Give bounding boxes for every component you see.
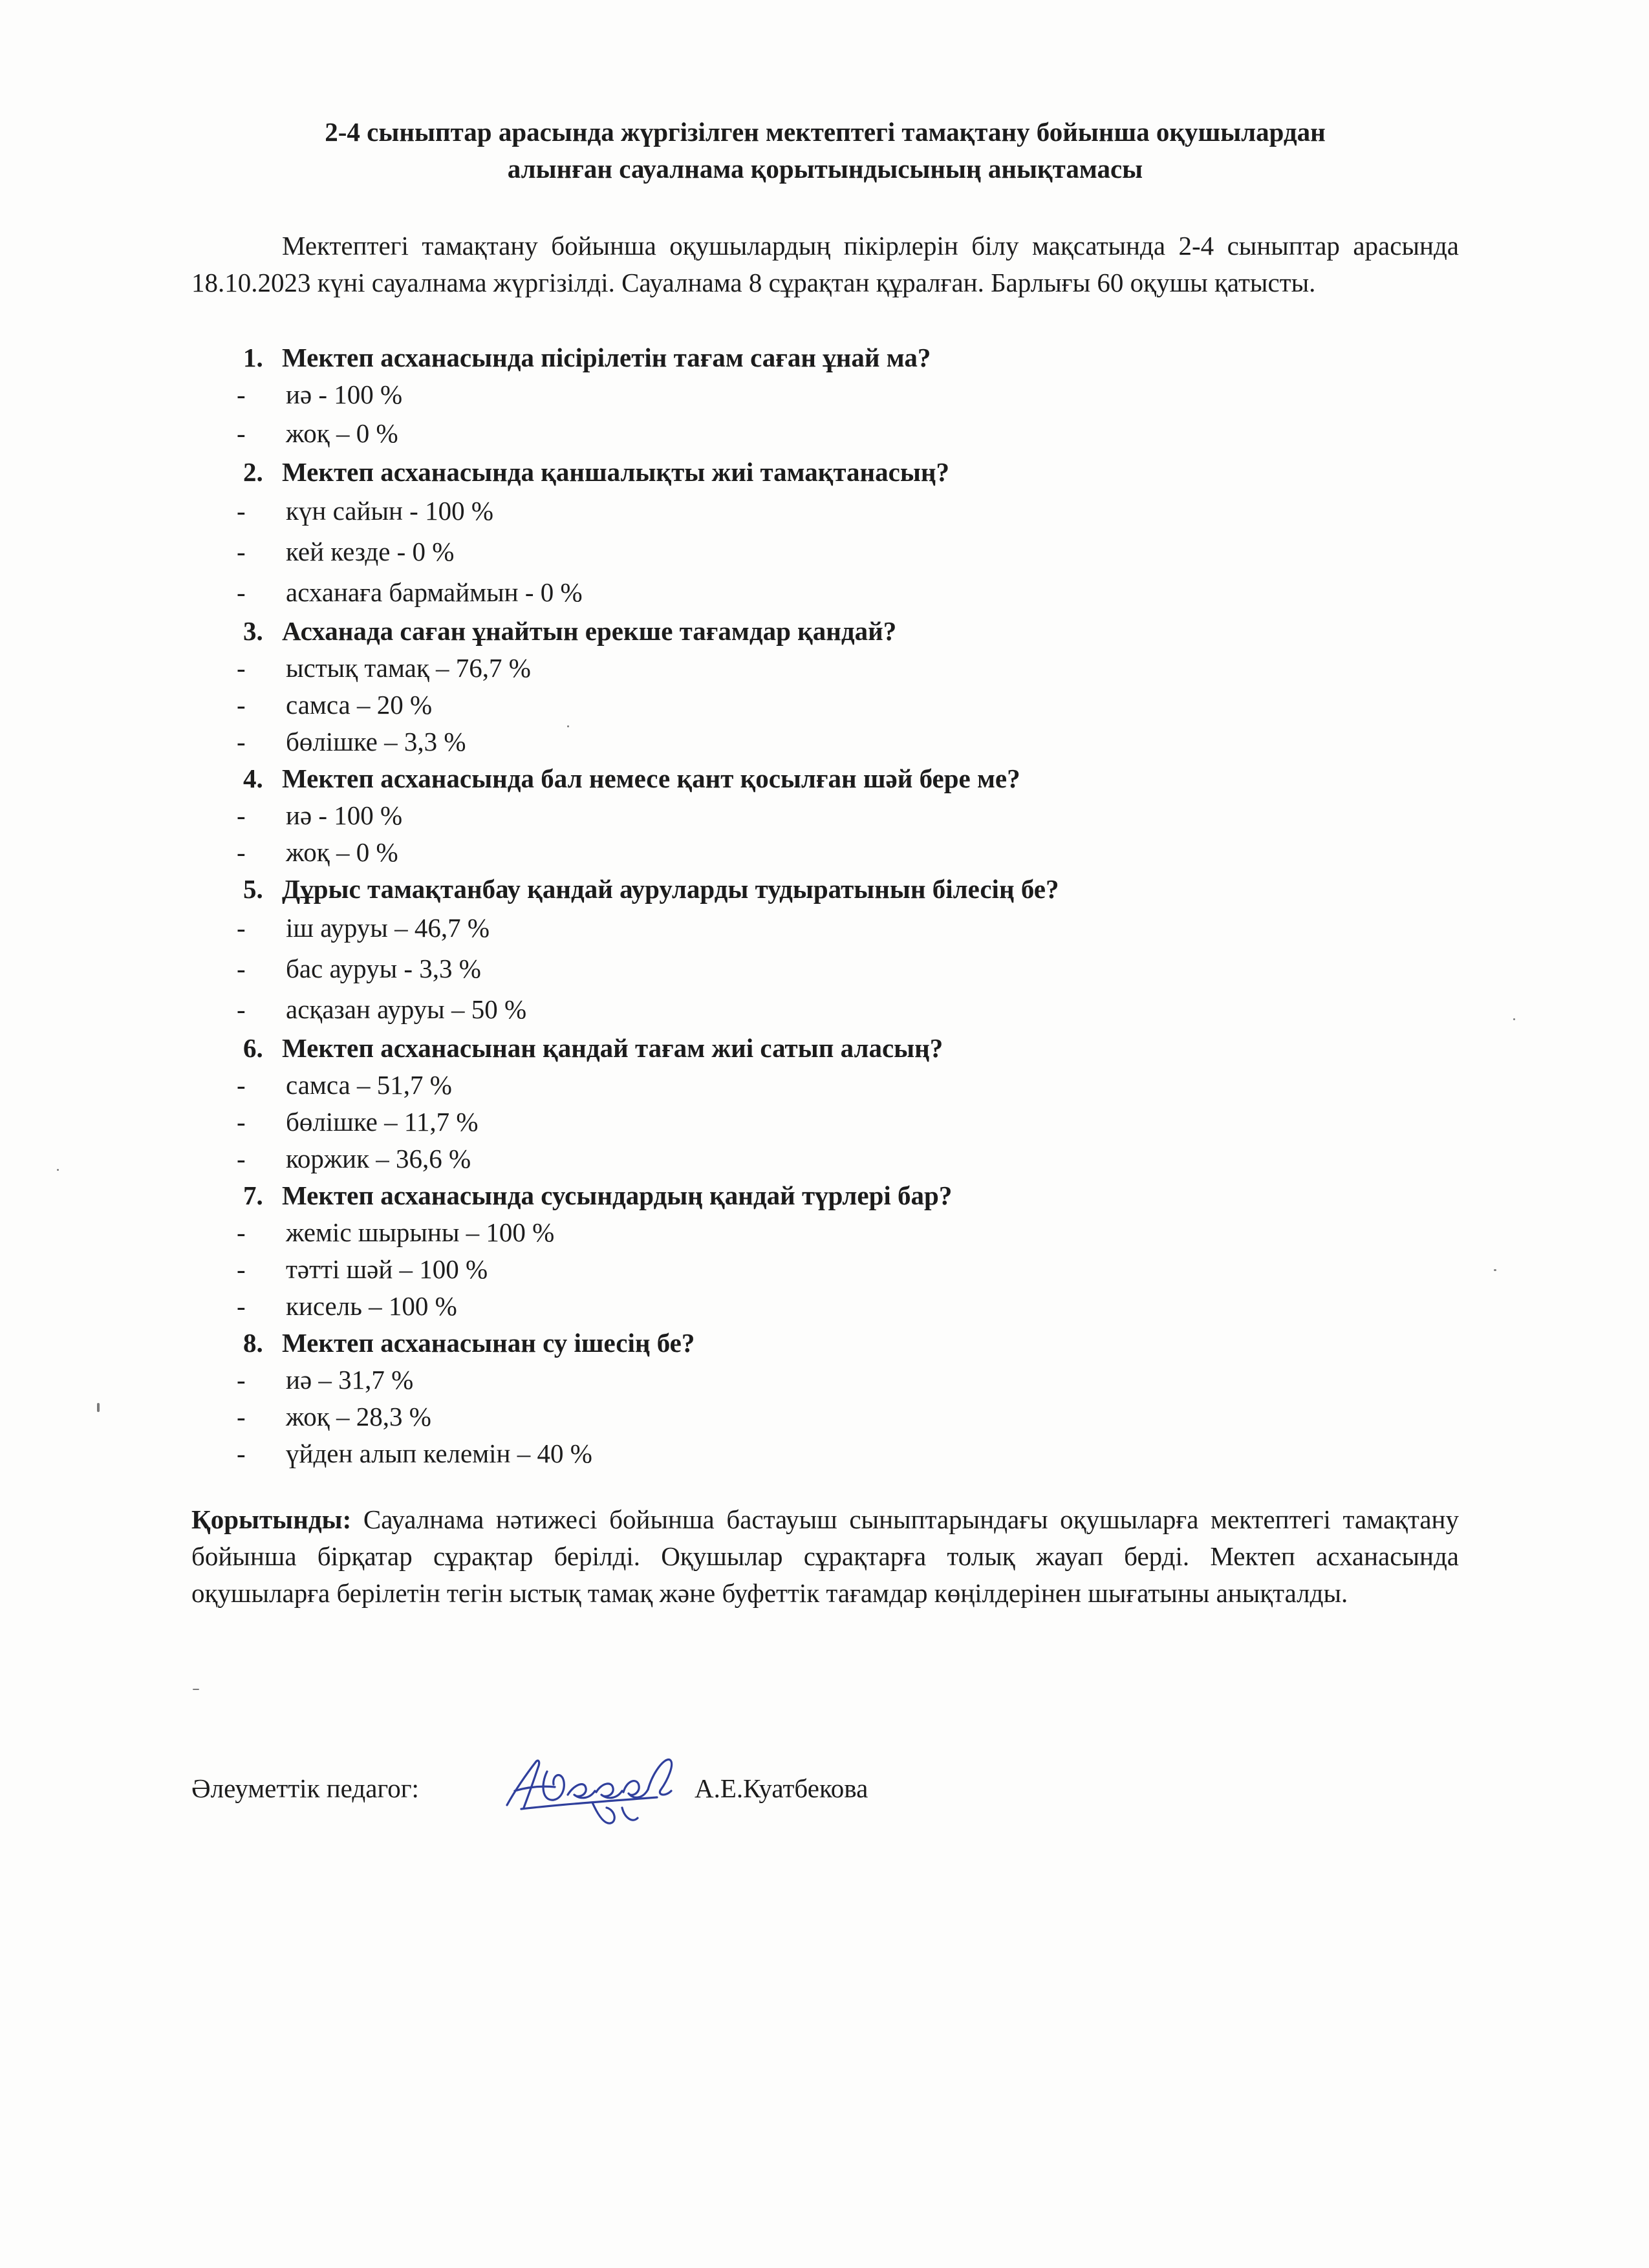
answer-dash: -	[237, 496, 246, 526]
answer-dash: -	[237, 1107, 246, 1137]
question-number-label: 8.	[243, 1328, 263, 1358]
title-line-2: алынған сауалнама қорытындысының анықтамасы	[507, 154, 1143, 184]
answer-dash: -	[237, 913, 246, 943]
answer-dash: -	[237, 653, 246, 683]
title-line-1: 2-4 сыныптар арасында жүргізілген мектептегі тамақтану бойынша оқушылардан	[325, 117, 1326, 147]
question-number-label: 3.	[243, 616, 263, 646]
answer-text: үйден алып келемін – 40 %	[286, 1439, 592, 1468]
answer-dash: -	[237, 727, 246, 756]
question-4	[191, 760, 1459, 797]
answer-dash: -	[237, 577, 246, 607]
survey-list	[191, 339, 1459, 1472]
answer-item	[191, 908, 1459, 948]
answer-dash: -	[237, 1070, 246, 1100]
answer-text: асқазан ауруы – 50 %	[286, 994, 527, 1024]
answer-item	[191, 1251, 1459, 1288]
answer-item	[191, 1435, 1459, 1472]
answer-item	[191, 723, 1459, 760]
signature-row	[191, 1746, 1459, 1823]
scan-speck	[193, 1689, 199, 1690]
answer-dash: -	[237, 1217, 246, 1247]
question-text: Мектеп асханасынан қандай тағам жиі сатып аласың?	[282, 1033, 943, 1063]
question-number	[191, 339, 282, 376]
answer-item	[191, 531, 1459, 572]
answer-text: бөлішке – 11,7 %	[286, 1107, 479, 1137]
answer-item	[191, 1140, 1459, 1177]
answer-item	[191, 376, 1459, 413]
answer-item	[191, 1288, 1459, 1325]
answer-dash: -	[237, 837, 246, 867]
answer-dash: -	[237, 537, 246, 566]
answer-dash: -	[237, 1254, 246, 1284]
question-number-label: 1.	[243, 343, 263, 372]
question-number	[191, 613, 282, 650]
answer-item	[191, 650, 1459, 687]
question-1	[191, 339, 1459, 376]
intro-paragraph: Мектептегі тамақтану бойынша оқушылардың пікірлерін білу мақсатында 2-4 сыныптар арасында 18.10.2023 күні сауалнама жүргізілді. Сауалнама 8 сұрақтан құралған. Барлығы 60 оқушы қатысты.	[191, 231, 1459, 297]
answer-dash: -	[237, 800, 246, 830]
scan-speck	[567, 725, 569, 727]
answer-item	[191, 491, 1459, 531]
answer-dash: -	[237, 954, 246, 983]
question-8	[191, 1325, 1459, 1362]
question-number	[191, 454, 282, 491]
question-number	[191, 1030, 282, 1067]
answer-dash: -	[237, 1291, 246, 1321]
answer-dash: -	[237, 418, 246, 448]
answer-text: іш ауруы – 46,7 %	[286, 913, 490, 943]
answer-item	[191, 687, 1459, 723]
answer-text: самса – 51,7 %	[286, 1070, 452, 1100]
answer-text: коржик – 36,6 %	[286, 1144, 471, 1173]
scan-speck	[97, 1403, 100, 1412]
question-number-label: 6.	[243, 1033, 263, 1063]
answer-text: жоқ – 28,3 %	[286, 1402, 431, 1431]
answer-dash: -	[237, 994, 246, 1024]
question-text: Мектеп асханасында қаншалықты жиі тамақтанасың?	[282, 457, 950, 487]
answer-item	[191, 797, 1459, 834]
document-title	[191, 114, 1459, 187]
question-number-label: 5.	[243, 874, 263, 904]
question-text: Мектеп асханасында бал немесе қант қосылған шәй бере ме?	[282, 764, 1020, 793]
answer-text: бөлішке – 3,3 %	[286, 727, 466, 756]
answer-item	[191, 572, 1459, 613]
answer-dash: -	[237, 380, 246, 409]
answer-dash: -	[237, 1144, 246, 1173]
question-2	[191, 454, 1459, 491]
answer-dash: -	[237, 1365, 246, 1395]
answer-dash: -	[237, 690, 246, 720]
conclusion-text: Сауалнама нәтижесі бойынша бастауыш сыныптарындағы оқушыларға мектептегі тамақтану бойынша бірқатар сұрақтар берілді. Оқушылар сұрақтарға толық жауап берді. Мектеп асханасында оқушыларға берілетін тегін ыстық тамақ және буфеттік тағамдар көңілдерінен шығатыны анықталды.	[191, 1504, 1459, 1608]
answer-text: жоқ – 0 %	[286, 837, 398, 867]
answer-text: кей кезде - 0 %	[286, 537, 455, 566]
answer-text: ыстық тамақ – 76,7 %	[286, 653, 531, 683]
question-5	[191, 871, 1459, 908]
question-text: Мектеп асханасында пісірілетін тағам саған ұнай ма?	[282, 343, 931, 372]
conclusion-paragraph	[191, 1501, 1459, 1612]
question-text: Асханада саған ұнайтын ерекше тағамдар қандай?	[282, 616, 897, 646]
answer-text: иә - 100 %	[286, 380, 403, 409]
scan-speck	[57, 1169, 59, 1171]
answer-text: жоқ – 0 %	[286, 418, 398, 448]
signer-role: Әлеуметтік педагог:	[191, 1773, 419, 1803]
question-number	[191, 871, 282, 908]
question-6	[191, 1030, 1459, 1067]
answer-text: бас ауруы - 3,3 %	[286, 954, 481, 983]
answer-text: асханаға бармаймын - 0 %	[286, 577, 583, 607]
answer-text: жеміс шырыны – 100 %	[286, 1217, 555, 1247]
question-text: Мектеп асханасынан су ішесің бе?	[282, 1328, 695, 1358]
answer-text: тәтті шәй – 100 %	[286, 1254, 488, 1284]
question-3	[191, 613, 1459, 650]
answer-text: күн сайын - 100 %	[286, 496, 493, 526]
question-number	[191, 760, 282, 797]
answer-dash: -	[237, 1439, 246, 1468]
question-number-label: 4.	[243, 764, 263, 793]
answer-item	[191, 1214, 1459, 1251]
question-text: Мектеп асханасында сусындардың қандай түрлері бар?	[282, 1181, 953, 1210]
question-7	[191, 1177, 1459, 1214]
scan-speck	[1494, 1269, 1496, 1271]
question-number	[191, 1325, 282, 1362]
answer-text: самса – 20 %	[286, 690, 433, 720]
question-number-label: 7.	[243, 1181, 263, 1210]
question-number-label: 2.	[243, 457, 263, 487]
conclusion-label: Қорытынды:	[191, 1504, 352, 1534]
answer-item	[191, 834, 1459, 871]
answer-text: иә - 100 %	[286, 800, 403, 830]
question-text: Дұрыс тамақтанбау қандай ауруларды тудыратынын білесің бе?	[282, 874, 1059, 904]
scan-speck	[1513, 1018, 1515, 1020]
answer-text: кисель – 100 %	[286, 1291, 457, 1321]
answer-item	[191, 1104, 1459, 1140]
answer-item	[191, 1067, 1459, 1104]
signer-name: А.Е.Куатбекова	[695, 1773, 868, 1803]
question-number	[191, 1177, 282, 1214]
handwritten-signature	[495, 1746, 709, 1830]
answer-item	[191, 948, 1459, 989]
answer-item	[191, 1398, 1459, 1435]
answer-dash: -	[237, 1402, 246, 1431]
answer-text: иә – 31,7 %	[286, 1365, 414, 1395]
answer-item	[191, 413, 1459, 454]
answer-item	[191, 1362, 1459, 1398]
answer-item	[191, 989, 1459, 1030]
